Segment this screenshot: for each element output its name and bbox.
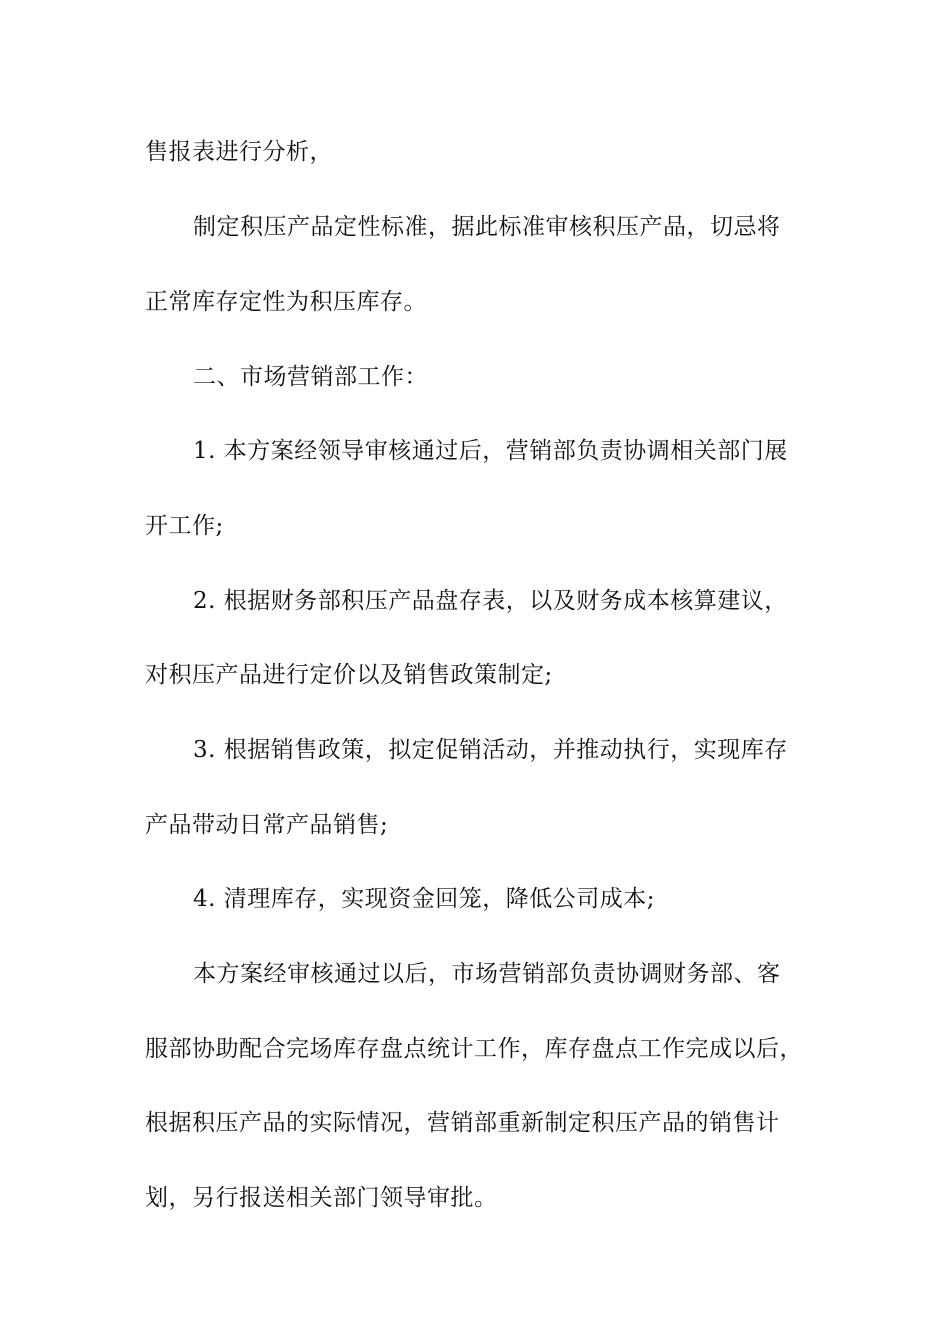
text-line-1: 售报表进行分析，	[145, 139, 333, 165]
text-line-13: 服部协助配合完场库存盘点统计工作，库存盘点工作完成以后，	[145, 1036, 803, 1062]
text-line-11: 4. 清理库存，实现资金回笼，降低公司成本;	[193, 886, 656, 912]
text-line-8: 对积压产品进行定价以及销售政策制定;	[145, 662, 553, 688]
text-line-6: 开工作;	[145, 513, 224, 539]
text-line-12: 本方案经审核通过以后，市场营销部负责协调财务部、客	[193, 961, 781, 987]
text-line-5: 1. 本方案经领导审核通过后，营销部负责协调相关部门展	[193, 438, 788, 464]
text-line-2: 制定积压产品定性标准，据此标准审核积压产品，切忌将	[193, 214, 781, 240]
text-line-7: 2. 根据财务部积压产品盘存表，以及财务成本核算建议，	[193, 588, 788, 614]
text-line-14: 根据积压产品的实际情况，营销部重新制定积压产品的销售计	[145, 1110, 780, 1136]
text-line-3: 正常库存定性为积压库存。	[145, 289, 427, 315]
text-line-15: 划，另行报送相关部门领导审批。	[145, 1185, 498, 1211]
text-line-10: 产品带动日常产品销售;	[145, 812, 389, 838]
section-heading: 二、市场营销部工作：	[193, 364, 428, 390]
text-line-9: 3. 根据销售政策，拟定促销活动，并推动执行，实现库存	[193, 737, 788, 763]
